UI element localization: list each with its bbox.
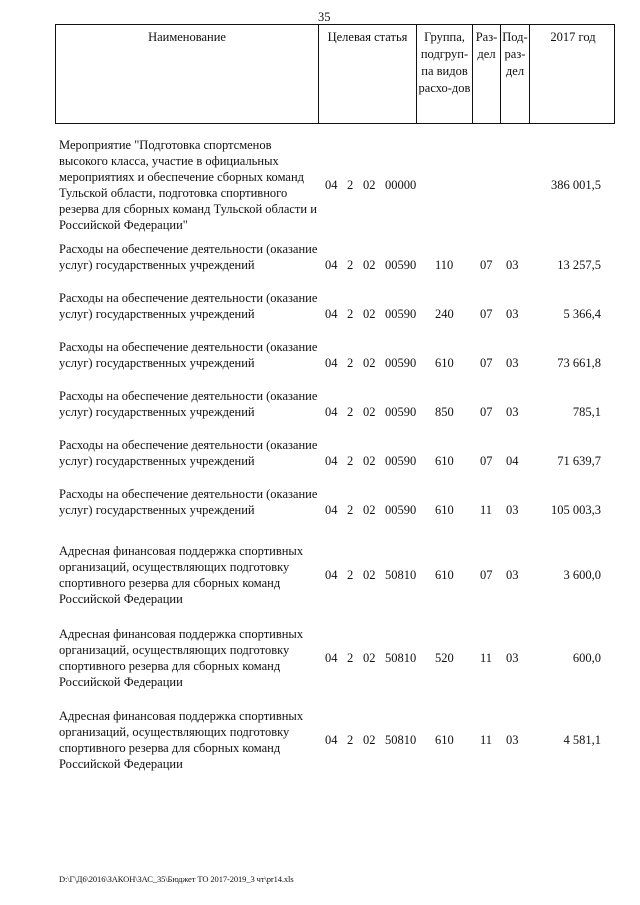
target-code-1: 04: [325, 178, 338, 192]
amount-2017: 386 001,5: [551, 178, 601, 192]
page-number: 35: [318, 10, 331, 24]
row-name: Расходы на обеспечение деятельности (оказание услуг) государственных учреждений: [59, 438, 318, 468]
target-code-3: 02: [363, 356, 376, 370]
target-code-3: 02: [363, 568, 376, 582]
section: 11: [480, 733, 493, 747]
target-code-3: 02: [363, 258, 376, 272]
target-code-1: 04: [325, 454, 338, 468]
amount-2017: 5 366,4: [563, 307, 601, 321]
section: 07: [480, 307, 493, 321]
target-code-4: 00590: [385, 258, 417, 272]
header-section: Раз-дел: [473, 25, 501, 123]
target-code-3: 02: [363, 651, 376, 665]
subsection: 03: [506, 307, 519, 321]
subsection: 03: [506, 356, 519, 370]
expense-group: 610: [435, 454, 454, 468]
target-code-1: 04: [325, 651, 338, 665]
target-code-3: 02: [363, 503, 376, 517]
target-code-3: 02: [363, 454, 376, 468]
expense-group: 520: [435, 651, 454, 665]
target-code-2: 2: [347, 178, 354, 192]
section: 11: [480, 651, 493, 665]
header-target-article: Целевая статья: [319, 25, 417, 123]
expense-group: 610: [435, 733, 454, 747]
header-year: 2017 год: [550, 30, 596, 44]
section: 07: [480, 454, 493, 468]
target-code-4: 00590: [385, 503, 417, 517]
target-code-4: 50810: [385, 651, 417, 665]
expense-group: 610: [435, 356, 454, 370]
row-name: Расходы на обеспечение деятельности (оказание услуг) государственных учреждений: [59, 487, 318, 517]
subsection: 03: [506, 258, 519, 272]
row-name: Расходы на обеспечение деятельности (оказание услуг) государственных учреждений: [59, 389, 318, 419]
file-path-footer: D:\Г\Д6\2016\ЗАКОН\ЗАС_35\Бюджет ТО 2017-2019_3 чт\pr14.xls: [59, 874, 294, 884]
target-code-4: 00000: [385, 178, 417, 192]
subsection: 03: [506, 405, 519, 419]
target-code-4: 00590: [385, 356, 417, 370]
table-header: [55, 24, 615, 124]
target-code-1: 04: [325, 405, 338, 419]
target-code-1: 04: [325, 258, 338, 272]
header-name: Наименование: [56, 25, 319, 123]
subsection: 03: [506, 733, 519, 747]
target-code-1: 04: [325, 503, 338, 517]
target-code-4: 00590: [385, 307, 417, 321]
target-code-3: 02: [363, 178, 376, 192]
row-name: Адресная финансовая поддержка спортивных организаций, осуществляющих подготовку спортивного резерва для сборных команд Российской Федерации: [59, 544, 304, 606]
amount-2017: 73 661,8: [557, 356, 601, 370]
row-name: Расходы на обеспечение деятельности (оказание услуг) государственных учреждений: [59, 340, 318, 370]
target-code-4: 00590: [385, 405, 417, 419]
expense-group: 110: [435, 258, 454, 272]
section: 07: [480, 405, 493, 419]
amount-2017: 785,1: [572, 405, 601, 419]
amount-2017: 13 257,5: [557, 258, 601, 272]
expense-group: 610: [435, 503, 454, 517]
target-code-1: 04: [325, 568, 338, 582]
target-code-4: 50810: [385, 568, 417, 582]
target-code-2: 2: [347, 568, 354, 582]
header-expense-group: Группа, подгруп-па видов расхо-дов: [417, 25, 473, 123]
row-name: Мероприятие "Подготовка спортсменов высокого класса, участие в официальных мероприятиях и обеспечение сборных команд Тульской области, подготовка спортивного резерва для сборных команд Тульской области и Российской Федерации": [59, 138, 317, 232]
row-name: Адресная финансовая поддержка спортивных организаций, осуществляющих подготовку спортивного резерва для сборных команд Российской Федерации: [59, 709, 304, 771]
expense-group: 240: [435, 307, 454, 321]
target-code-2: 2: [347, 503, 354, 517]
row-name: Расходы на обеспечение деятельности (оказание услуг) государственных учреждений: [59, 291, 318, 321]
target-code-2: 2: [347, 733, 354, 747]
amount-2017: 105 003,3: [551, 503, 601, 517]
target-code-2: 2: [347, 651, 354, 665]
amount-2017: 71 639,7: [557, 454, 601, 468]
target-code-1: 04: [325, 733, 338, 747]
expense-group: 850: [435, 405, 454, 419]
subsection: 04: [506, 454, 519, 468]
section: 11: [480, 503, 493, 517]
section: 07: [480, 568, 493, 582]
target-code-4: 50810: [385, 733, 417, 747]
target-code-3: 02: [363, 733, 376, 747]
target-code-2: 2: [347, 356, 354, 370]
subsection: 03: [506, 503, 519, 517]
section: 07: [480, 356, 493, 370]
target-code-3: 02: [363, 307, 376, 321]
subsection: 03: [506, 568, 519, 582]
section: 07: [480, 258, 493, 272]
target-code-2: 2: [347, 405, 354, 419]
target-code-2: 2: [347, 258, 354, 272]
row-name: Расходы на обеспечение деятельности (оказание услуг) государственных учреждений: [59, 242, 318, 272]
target-code-1: 04: [325, 307, 338, 321]
expense-group: 610: [435, 568, 454, 582]
target-code-1: 04: [325, 356, 338, 370]
subsection: 03: [506, 651, 519, 665]
amount-2017: 4 581,1: [563, 733, 601, 747]
target-code-2: 2: [347, 454, 354, 468]
target-code-3: 02: [363, 405, 376, 419]
header-subsection: Под-раз-дел: [501, 25, 530, 123]
amount-2017: 3 600,0: [563, 568, 601, 582]
target-code-2: 2: [347, 307, 354, 321]
target-code-4: 00590: [385, 454, 417, 468]
amount-2017: 600,0: [572, 651, 601, 665]
row-name: Адресная финансовая поддержка спортивных организаций, осуществляющих подготовку спортивного резерва для сборных команд Российской Федерации: [59, 627, 304, 689]
